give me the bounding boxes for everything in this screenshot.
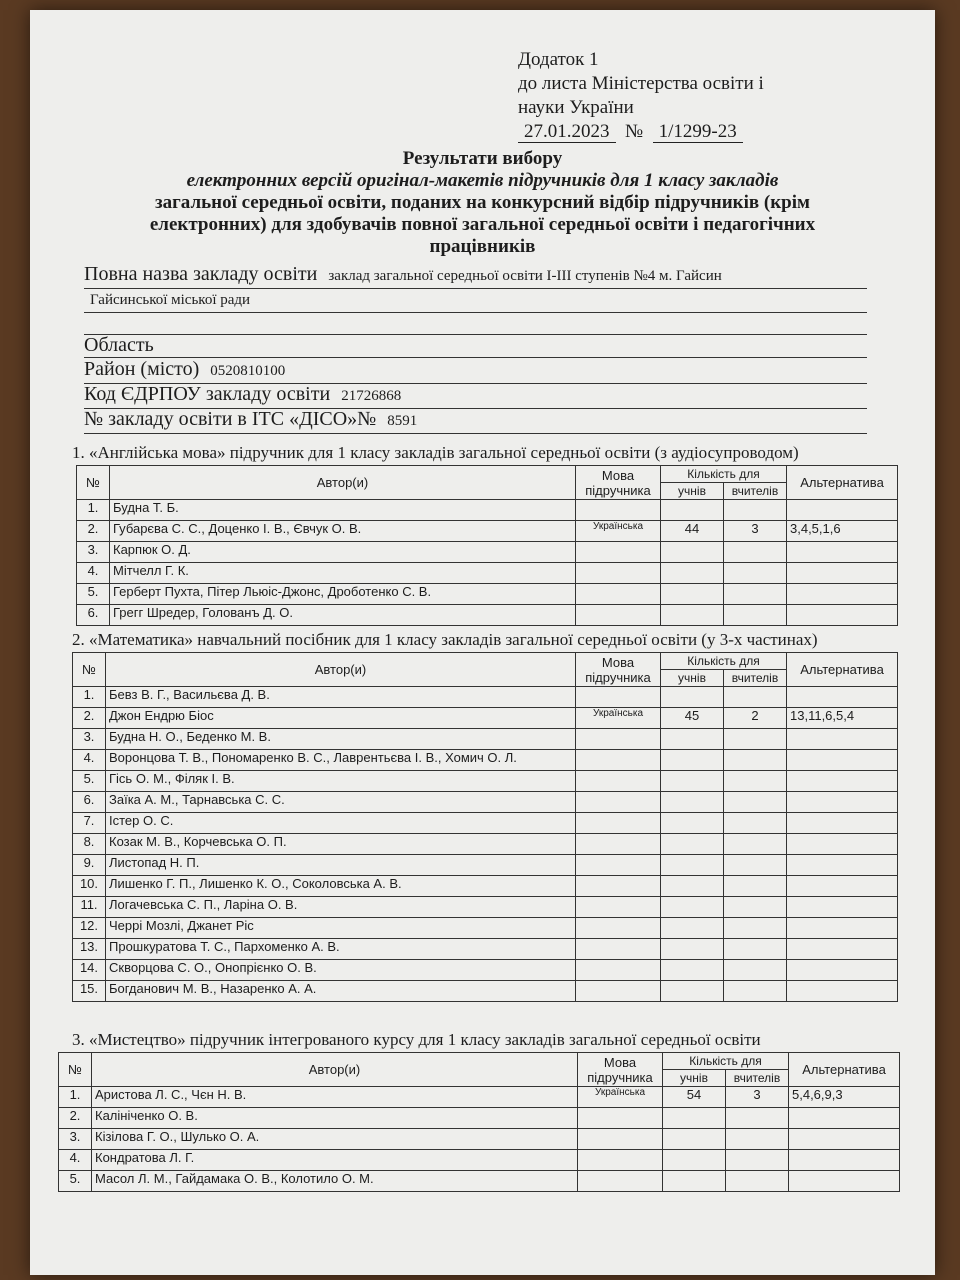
author-cell: Прошкуратова Т. С., Пархоменко А. В. xyxy=(106,939,576,960)
field-label: Область xyxy=(84,334,154,356)
field-label: Повна назва закладу освіти xyxy=(84,263,318,285)
students-count-cell xyxy=(663,1129,726,1150)
col-count: Кількість для xyxy=(661,466,787,483)
row-number: 9. xyxy=(73,855,106,876)
teachers-count-cell xyxy=(724,876,787,897)
col-author: Автор(и) xyxy=(110,466,576,500)
teachers-count-cell xyxy=(724,584,787,605)
author-cell: Герберт Пухта, Пітер Льюіс-Джонс, Дроботенко С. В. xyxy=(110,584,576,605)
table-row xyxy=(73,876,898,897)
field-value: 0520810100 xyxy=(210,363,286,379)
row-number: 1. xyxy=(73,687,106,708)
table-row xyxy=(73,771,898,792)
title-line: електронних) для здобувачів повної загальної середньої освіти і педагогічних xyxy=(149,214,816,235)
col-num: № xyxy=(59,1053,92,1087)
teachers-count-cell xyxy=(724,918,787,939)
col-teachers: вчителів xyxy=(726,1070,789,1087)
teachers-count-cell xyxy=(724,500,787,521)
row-number: 8. xyxy=(73,834,106,855)
table-row xyxy=(73,939,898,960)
col-alt: Альтернатива xyxy=(789,1053,900,1087)
table-row xyxy=(59,1129,900,1150)
blank-line xyxy=(84,310,867,335)
section-title: 2. «Математика» навчальний посібник для 1 класу закладів загальної середньої освіти (у 3-х частинах) xyxy=(72,630,818,649)
teachers-count-cell: 3 xyxy=(726,1087,789,1108)
col-alt: Альтернатива xyxy=(787,466,898,500)
appendix-ref xyxy=(518,120,764,144)
language-cell xyxy=(576,771,661,792)
row-number: 14. xyxy=(73,960,106,981)
school-name-field-cont xyxy=(84,286,867,313)
col-lang: Мова підручника xyxy=(576,653,661,687)
alternative-cell xyxy=(787,500,898,521)
language-cell: Українська xyxy=(578,1087,663,1108)
letter-date: 27.01.2023 xyxy=(518,121,616,143)
col-num: № xyxy=(77,466,110,500)
table-row xyxy=(77,584,898,605)
author-cell: Бевз В. Г., Васильєва Д. В. xyxy=(106,687,576,708)
alternative-cell xyxy=(787,834,898,855)
students-count-cell xyxy=(661,918,724,939)
document-title xyxy=(70,148,895,258)
author-cell: Гісь О. М., Філяк І. В. xyxy=(106,771,576,792)
district-field xyxy=(84,357,867,384)
alternative-cell xyxy=(787,813,898,834)
title-line: працівників xyxy=(429,236,536,257)
row-number: 7. xyxy=(73,813,106,834)
alternative-cell xyxy=(787,750,898,771)
alternative-cell xyxy=(787,792,898,813)
row-number: 12. xyxy=(73,918,106,939)
students-count-cell xyxy=(663,1108,726,1129)
row-number: 15. xyxy=(73,981,106,1002)
author-cell: Богданович М. В., Назаренко А. А. xyxy=(106,981,576,1002)
table-row xyxy=(77,521,898,542)
students-count-cell: 44 xyxy=(661,521,724,542)
appendix-line: до листа Міністерства освіти і xyxy=(518,73,764,94)
row-number: 3. xyxy=(77,542,110,563)
author-cell: Кондратова Л. Г. xyxy=(92,1150,578,1171)
author-cell: Калініченко О. В. xyxy=(92,1108,578,1129)
language-cell xyxy=(576,750,661,771)
alternative-cell xyxy=(787,981,898,1002)
table-row xyxy=(77,500,898,521)
students-count-cell xyxy=(661,939,724,960)
table-row xyxy=(59,1087,900,1108)
alternative-cell xyxy=(787,960,898,981)
appendix-header xyxy=(518,48,764,144)
row-number: 4. xyxy=(59,1150,92,1171)
alternative-cell xyxy=(789,1150,900,1171)
table-row xyxy=(73,687,898,708)
col-alt: Альтернатива xyxy=(787,653,898,687)
author-cell: Козак М. В., Корчевська О. П. xyxy=(106,834,576,855)
table-row xyxy=(59,1150,900,1171)
students-count-cell xyxy=(661,584,724,605)
students-count-cell: 54 xyxy=(663,1087,726,1108)
table-row xyxy=(73,960,898,981)
teachers-count-cell xyxy=(726,1171,789,1192)
number-sign: № xyxy=(625,121,644,142)
language-cell xyxy=(578,1171,663,1192)
language-cell xyxy=(576,792,661,813)
language-cell: Українська xyxy=(576,708,661,729)
language-cell xyxy=(576,876,661,897)
teachers-count-cell: 3 xyxy=(724,521,787,542)
teachers-count-cell xyxy=(724,542,787,563)
students-count-cell xyxy=(661,897,724,918)
row-number: 4. xyxy=(77,563,110,584)
row-number: 4. xyxy=(73,750,106,771)
table-row xyxy=(73,834,898,855)
author-cell: Грегг Шредер, Голованъ Д. О. xyxy=(110,605,576,626)
language-cell xyxy=(576,897,661,918)
table-row xyxy=(73,813,898,834)
students-count-cell xyxy=(661,563,724,584)
author-cell: Кізілова Г. О., Шулько О. А. xyxy=(92,1129,578,1150)
language-cell xyxy=(576,584,661,605)
table-row xyxy=(73,981,898,1002)
author-cell: Мітчелл Г. К. xyxy=(110,563,576,584)
author-cell: Карпюк О. Д. xyxy=(110,542,576,563)
alternative-cell xyxy=(787,563,898,584)
alternative-cell xyxy=(789,1171,900,1192)
language-cell xyxy=(576,687,661,708)
alternative-cell xyxy=(789,1108,900,1129)
section-title: 1. «Англійська мова» підручник для 1 класу закладів загальної середньої освіти (з аудіосупроводом) xyxy=(72,443,799,462)
teachers-count-cell xyxy=(724,834,787,855)
teachers-count-cell xyxy=(724,981,787,1002)
table-row xyxy=(73,855,898,876)
col-lang: Мова підручника xyxy=(576,466,661,500)
col-author: Автор(и) xyxy=(92,1053,578,1087)
author-cell: Будна Н. О., Беденко М. В. xyxy=(106,729,576,750)
teachers-count-cell xyxy=(724,771,787,792)
language-cell xyxy=(578,1108,663,1129)
row-number: 1. xyxy=(77,500,110,521)
row-number: 13. xyxy=(73,939,106,960)
language-cell: Українська xyxy=(576,521,661,542)
language-cell xyxy=(576,500,661,521)
language-cell xyxy=(576,729,661,750)
itc-field xyxy=(84,407,867,434)
col-students: учнів xyxy=(661,670,724,687)
students-count-cell xyxy=(661,855,724,876)
language-cell xyxy=(576,813,661,834)
table-row xyxy=(59,1171,900,1192)
students-count-cell xyxy=(661,500,724,521)
field-value: 21726868 xyxy=(341,388,402,404)
field-label: Код ЄДРПОУ закладу освіти xyxy=(84,383,331,405)
students-count-cell: 45 xyxy=(661,708,724,729)
alternative-cell: 13,11,6,5,4 xyxy=(787,708,898,729)
students-count-cell xyxy=(661,750,724,771)
title-line: Результати вибору xyxy=(402,148,563,169)
teachers-count-cell xyxy=(724,605,787,626)
alternative-cell xyxy=(787,939,898,960)
row-number: 2. xyxy=(73,708,106,729)
section-title: 3. «Мистецтво» підручник інтегрованого курсу для 1 класу закладів загальної середньої освіти xyxy=(72,1030,761,1049)
language-cell xyxy=(576,834,661,855)
teachers-count-cell xyxy=(726,1150,789,1171)
teachers-count-cell xyxy=(724,813,787,834)
students-count-cell xyxy=(661,687,724,708)
author-cell: Заїка А. М., Тарнавська С. С. xyxy=(106,792,576,813)
students-count-cell xyxy=(661,605,724,626)
alternative-cell xyxy=(789,1129,900,1150)
row-number: 3. xyxy=(73,729,106,750)
col-count: Кількість для xyxy=(661,653,787,670)
teachers-count-cell xyxy=(724,855,787,876)
edrpou-field xyxy=(84,382,867,409)
row-number: 3. xyxy=(59,1129,92,1150)
title-line: електронних версій оригінал-макетів підручників для 1 класу закладів xyxy=(186,170,779,191)
teachers-count-cell xyxy=(726,1129,789,1150)
title-line: загальної середньої освіти, поданих на конкурсний відбір підручників (крім xyxy=(155,192,810,213)
table-row xyxy=(73,792,898,813)
alternative-cell xyxy=(787,584,898,605)
students-count-cell xyxy=(661,813,724,834)
alternative-cell xyxy=(787,897,898,918)
alternative-cell xyxy=(787,729,898,750)
students-count-cell xyxy=(663,1150,726,1171)
table-row xyxy=(77,605,898,626)
school-name-field xyxy=(84,262,867,289)
language-cell xyxy=(576,855,661,876)
author-cell: Аристова Л. С., Чєн Н. В. xyxy=(92,1087,578,1108)
author-cell: Черрі Мозлі, Джанет Ріс xyxy=(106,918,576,939)
students-count-cell xyxy=(661,960,724,981)
language-cell xyxy=(576,981,661,1002)
teachers-count-cell xyxy=(724,687,787,708)
row-number: 5. xyxy=(77,584,110,605)
appendix-line: Додаток 1 xyxy=(518,49,599,70)
language-cell xyxy=(576,542,661,563)
textbook-table xyxy=(76,465,898,626)
row-number: 11. xyxy=(73,897,106,918)
author-cell: Масол Л. М., Гайдамака О. В., Колотило О. М. xyxy=(92,1171,578,1192)
col-students: учнів xyxy=(661,483,724,500)
teachers-count-cell xyxy=(724,750,787,771)
language-cell xyxy=(576,918,661,939)
author-cell: Листопад Н. П. xyxy=(106,855,576,876)
textbook-table xyxy=(72,652,898,1002)
col-teachers: вчителів xyxy=(724,483,787,500)
row-number: 5. xyxy=(59,1171,92,1192)
alternative-cell xyxy=(787,918,898,939)
field-value: заклад загальної середньої освіти І-ІІІ ступенів №4 м. Гайсин xyxy=(328,268,722,284)
field-value: 8591 xyxy=(387,413,418,429)
author-cell: Джон Ендрю Біос xyxy=(106,708,576,729)
alternative-cell xyxy=(787,605,898,626)
region-field xyxy=(84,333,867,358)
language-cell xyxy=(576,605,661,626)
table-row xyxy=(73,708,898,729)
row-number: 6. xyxy=(73,792,106,813)
author-cell: Скворцова С. О., Онопрієнко О. В. xyxy=(106,960,576,981)
language-cell xyxy=(576,563,661,584)
students-count-cell xyxy=(661,771,724,792)
teachers-count-cell xyxy=(726,1108,789,1129)
teachers-count-cell xyxy=(724,729,787,750)
students-count-cell xyxy=(661,834,724,855)
language-cell xyxy=(578,1129,663,1150)
teachers-count-cell xyxy=(724,563,787,584)
table-row xyxy=(73,918,898,939)
teachers-count-cell: 2 xyxy=(724,708,787,729)
alternative-cell xyxy=(787,771,898,792)
field-label: Район (місто) xyxy=(84,358,200,380)
students-count-cell xyxy=(663,1171,726,1192)
field-label: № закладу освіти в ІТС «ДІСО»№ xyxy=(84,408,377,430)
field-value: Гайсинської міської ради xyxy=(90,292,251,308)
table-row xyxy=(77,542,898,563)
students-count-cell xyxy=(661,792,724,813)
author-cell: Лишенко Г. П., Лишенко К. О., Соколовська А. В. xyxy=(106,876,576,897)
col-count: Кількість для xyxy=(663,1053,789,1070)
alternative-cell: 3,4,5,1,6 xyxy=(787,521,898,542)
alternative-cell xyxy=(787,542,898,563)
author-cell: Воронцова Т. В., Пономаренко В. С., Лаврентьєва І. В., Хомич О. Л. xyxy=(106,750,576,771)
col-teachers: вчителів xyxy=(724,670,787,687)
row-number: 10. xyxy=(73,876,106,897)
row-number: 1. xyxy=(59,1087,92,1108)
alternative-cell xyxy=(787,855,898,876)
teachers-count-cell xyxy=(724,960,787,981)
teachers-count-cell xyxy=(724,792,787,813)
row-number: 5. xyxy=(73,771,106,792)
col-lang: Мова підручника xyxy=(578,1053,663,1087)
author-cell: Губарєва С. С., Доценко І. В., Євчук О. В. xyxy=(110,521,576,542)
author-cell: Будна Т. Б. xyxy=(110,500,576,521)
table-row xyxy=(73,750,898,771)
table-row xyxy=(59,1108,900,1129)
language-cell xyxy=(578,1150,663,1171)
appendix-line: науки України xyxy=(518,97,634,118)
students-count-cell xyxy=(661,981,724,1002)
row-number: 2. xyxy=(77,521,110,542)
col-students: учнів xyxy=(663,1070,726,1087)
alternative-cell xyxy=(787,687,898,708)
textbook-table xyxy=(58,1052,900,1192)
row-number: 6. xyxy=(77,605,110,626)
table-row xyxy=(77,563,898,584)
author-cell: Логачевська С. П., Ларіна О. В. xyxy=(106,897,576,918)
students-count-cell xyxy=(661,542,724,563)
alternative-cell xyxy=(787,876,898,897)
table-row xyxy=(73,897,898,918)
students-count-cell xyxy=(661,729,724,750)
teachers-count-cell xyxy=(724,939,787,960)
col-author: Автор(и) xyxy=(106,653,576,687)
language-cell xyxy=(576,939,661,960)
teachers-count-cell xyxy=(724,897,787,918)
students-count-cell xyxy=(661,876,724,897)
row-number: 2. xyxy=(59,1108,92,1129)
language-cell xyxy=(576,960,661,981)
table-row xyxy=(73,729,898,750)
alternative-cell: 5,4,6,9,3 xyxy=(789,1087,900,1108)
author-cell: Істер О. С. xyxy=(106,813,576,834)
col-num: № xyxy=(73,653,106,687)
document-page xyxy=(30,10,935,1275)
letter-number: 1/1299-23 xyxy=(653,121,743,143)
